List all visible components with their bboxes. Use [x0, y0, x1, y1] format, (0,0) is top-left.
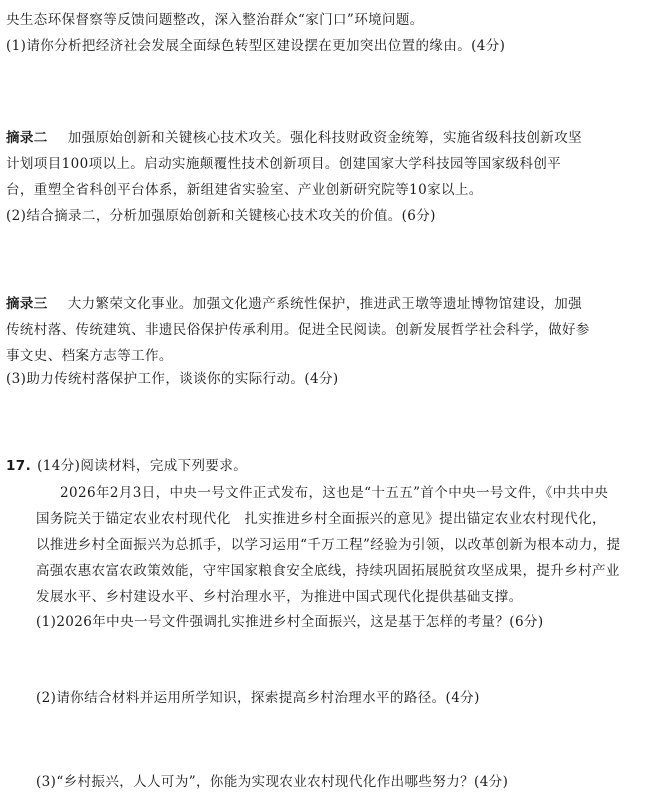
- question-3: (3)助力传统村落保护工作，谈谈你的实际行动。(4分): [6, 371, 339, 387]
- question-17-header: [6, 458, 247, 474]
- excerpt-3-line-1: [6, 296, 582, 312]
- excerpt-3-text-1: 大力繁荣文化事业。加强文化遗产系统性保护，推进武王墩等遗址博物馆建设，加强: [67, 296, 583, 312]
- question-1: (1)请你分析把经济社会发展全面绿色转型区建设摆在更加突出位置的缘由。(4分): [6, 38, 506, 54]
- material-line-4: 高强农惠农富农政策效能，守牢国家粮食安全底线，持续巩固拓展脱贫攻坚成果，提升乡村产业: [36, 563, 620, 579]
- sub-question-3: (3)“乡村振兴，人人可为”，你能为实现农业农村现代化作出哪些努力？(4分): [36, 774, 509, 790]
- excerpt-3-line-2: 传统村落、传统建筑、非遗民俗保护传承利用。促进全民阅读。创新发展哲学社会科学，做好参: [6, 322, 590, 338]
- excerpt-2-line-2: 计划项目100项以上。启动实施颠覆性技术创新项目。创建国家大学科技园等国家级科创平: [6, 156, 562, 172]
- excerpt-3-line-3: 事文史、档案方志等工作。: [6, 348, 173, 364]
- excerpt-3-label: 摘录三: [6, 296, 48, 312]
- question-17-number: 17.: [6, 458, 32, 474]
- material-line-1: 2026年2月3日，中央一号文件正式发布，这也是“十五五”首个中央一号文件，《中共中央: [60, 485, 609, 501]
- sub-question-1: (1)2026年中央一号文件强调扎实推进乡村全面振兴，这是基于怎样的考量？(6分): [36, 614, 544, 630]
- material-line-3: 以推进乡村全面振兴为总抓手，以学习运用“千万工程”经验为引领，以改革创新为根本动力，提: [36, 537, 621, 553]
- material-line-5: 发展水平、乡村建设水平、乡村治理水平，为推进中国式现代化提供基础支撑。: [36, 589, 523, 605]
- question-2: (2)结合摘录二，分析加强原始创新和关键核心技术攻关的价值。(6分): [6, 208, 436, 224]
- material-line-2: 国务院关于锚定农业农村现代化 扎实推进乡村全面振兴的意见》提出锚定农业农村现代化，: [36, 511, 606, 527]
- question-17-intro: (14分)阅读材料，完成下列要求。: [37, 458, 248, 474]
- excerpt-2-line-1: [6, 130, 582, 146]
- top-text-line: 央生态环保督察等反馈问题整改，深入整治群众“家门口”环境问题。: [6, 12, 424, 28]
- excerpt-2-line-3: 台，重塑全省科创平台体系，新组建省实验室、产业创新研究院等10家以上。: [6, 182, 483, 198]
- excerpt-2-text-1: 加强原始创新和关键核心技术攻关。强化科技财政资金统筹，实施省级科技创新攻坚: [67, 130, 583, 146]
- sub-question-2: (2)请你结合材料并运用所学知识，探索提高乡村治理水平的路径。(4分): [36, 690, 480, 706]
- excerpt-2-label: 摘录二: [6, 130, 48, 146]
